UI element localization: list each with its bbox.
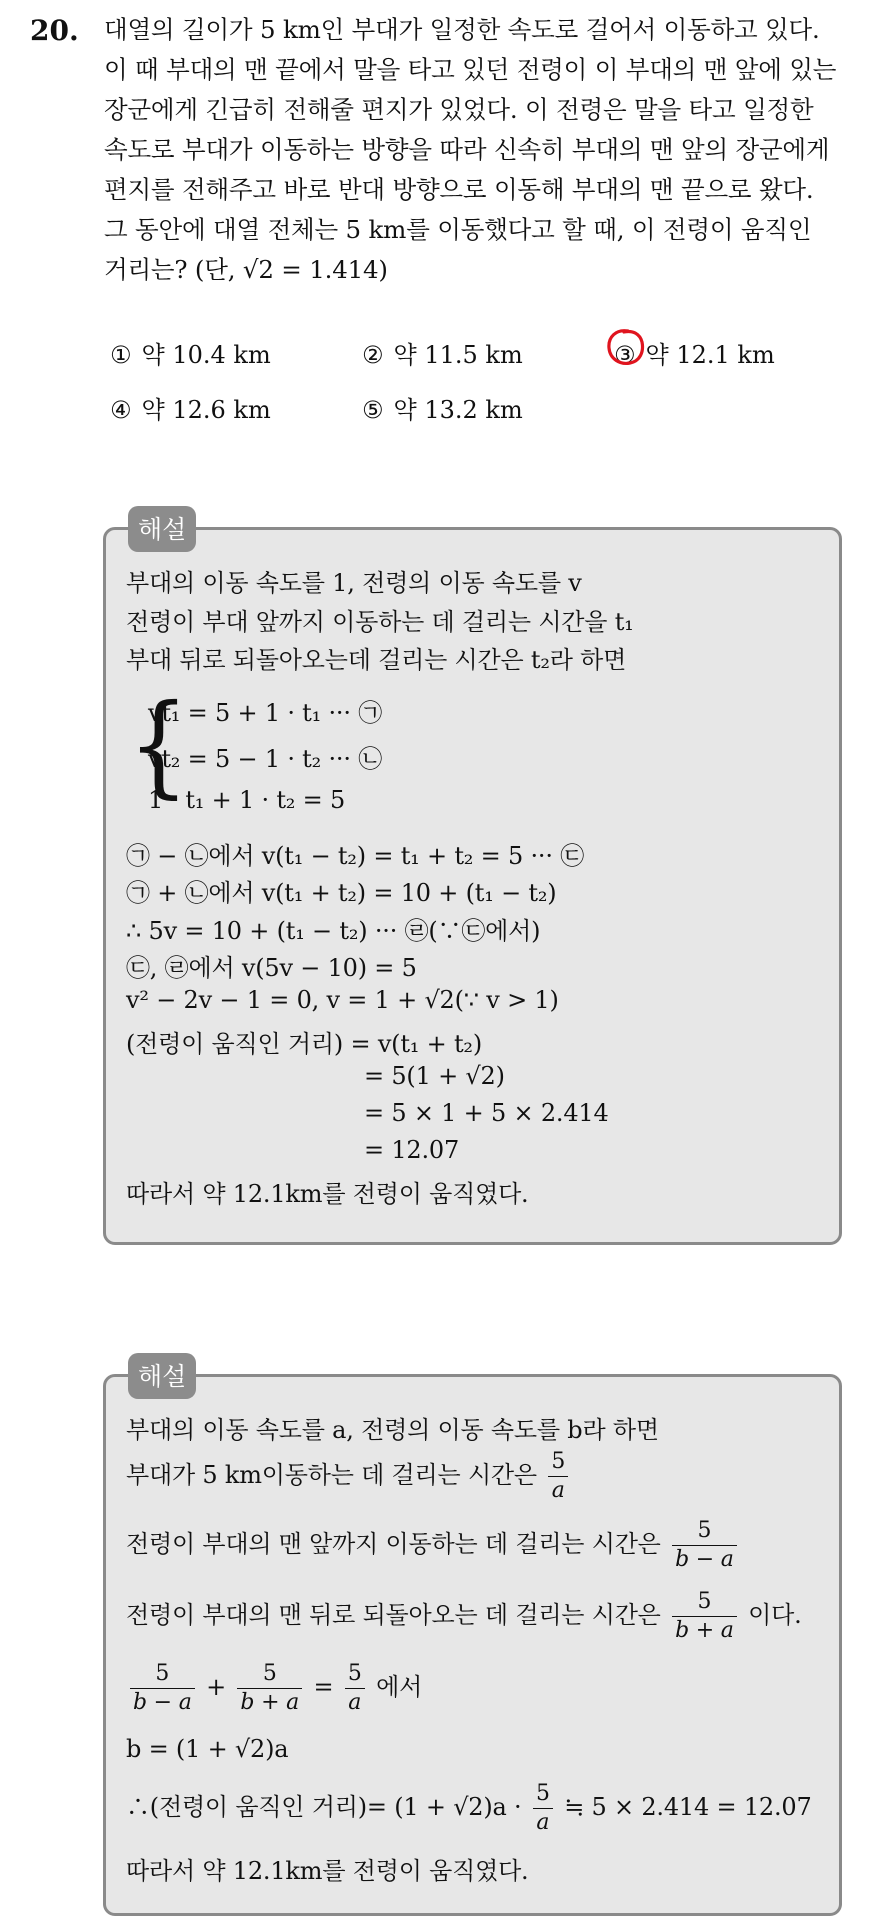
answer-circle-mark	[606, 327, 646, 367]
question-line-5: 편지를 전해주고 바로 반대 방향으로 이동해 부대의 맨 끝으로 왔다.	[104, 175, 814, 204]
denominator: b + a	[675, 1618, 734, 1643]
solution2-line-3-text: 전령이 부대의 맨 앞까지 이동하는 데 걸리는 시간은	[126, 1530, 661, 1558]
choice-1[interactable]	[110, 335, 271, 370]
system-eq-1: vt₁ = 5 + 1 · t₁ ··· ㉠	[148, 699, 382, 727]
question-line-1: 대열의 길이가 5 km인 부대가 일정한 속도로 걸어서 이동하고 있다.	[104, 15, 820, 44]
fraction-rhs	[345, 1660, 365, 1717]
solution2-line-1: 부대의 이동 속도를 a, 전령의 이동 속도를 b라 하면	[126, 1416, 659, 1444]
choice-3-text: 약 12.1 km	[645, 341, 775, 369]
solution1-line-3: 부대 뒤로 되돌아오는데 걸리는 시간은 t₂라 하면	[126, 646, 627, 674]
solution1-line-2: 전령이 부대 앞까지 이동하는 데 걸리는 시간을 t₁	[126, 608, 634, 636]
choice-2-number: ②	[362, 341, 384, 369]
fraction-5-over-a-final	[533, 1780, 553, 1837]
question-line-3: 장군에게 긴급히 전해줄 편지가 있었다. 이 전령은 말을 타고 일정한	[104, 95, 814, 124]
fraction-lhs-1	[130, 1660, 195, 1717]
solution2-line-2	[126, 1448, 572, 1505]
solution2-line-7-result: ≒ 5 × 2.414 = 12.07	[564, 1793, 812, 1821]
choice-5-text: 약 13.2 km	[393, 396, 523, 424]
question-number: 20.	[30, 14, 79, 47]
system-eq-2: vt₂ = 5 − 1 · t₂ ··· ㉡	[148, 745, 382, 773]
solution2-line-3	[126, 1517, 741, 1574]
denominator: b − a	[675, 1547, 734, 1572]
choice-1-number: ①	[110, 341, 132, 369]
choice-4[interactable]	[110, 390, 271, 425]
denominator: a	[551, 1478, 565, 1503]
solution1-line-9: ∴ 5v = 10 + (t₁ − t₂) ··· ㉣(∵㉢에서)	[126, 917, 541, 945]
denominator: b − a	[133, 1690, 192, 1715]
solution2-line-6: b = (1 + √2)a	[126, 1735, 289, 1763]
plus-sign: +	[206, 1673, 226, 1701]
fraction-5-over-a	[548, 1448, 568, 1505]
solution1-line-10: ㉢, ㉣에서 v(5v − 10) = 5	[126, 954, 417, 982]
solution1-line-13: = 5(1 + √2)	[364, 1062, 505, 1090]
choice-2[interactable]	[362, 335, 523, 370]
fraction-5-over-b-minus-a	[672, 1517, 737, 1574]
numerator: 5	[130, 1660, 195, 1689]
fraction-lhs-2	[237, 1660, 302, 1717]
solution2-line-2-text: 부대가 5 km이동하는 데 걸리는 시간은	[126, 1461, 537, 1489]
solution2-conclusion: 따라서 약 12.1km를 전령이 움직였다.	[126, 1857, 529, 1885]
choice-5-number: ⑤	[362, 396, 384, 424]
question-line-6: 그 동안에 대열 전체는 5 km를 이동했다고 할 때, 이 전령이 움직인	[104, 215, 812, 244]
solution2-line-7	[126, 1780, 812, 1837]
numerator: 5	[548, 1448, 568, 1477]
denominator: a	[348, 1690, 362, 1715]
solution1-conclusion: 따라서 약 12.1km를 전령이 움직였다.	[126, 1180, 529, 1208]
numerator: 5	[672, 1517, 737, 1546]
choice-5[interactable]	[362, 390, 523, 425]
solution2-equation	[126, 1660, 422, 1717]
solution1-line-1: 부대의 이동 속도를 1, 전령의 이동 속도를 v	[126, 569, 582, 597]
numerator: 5	[533, 1780, 553, 1809]
solution2-line-7-text: ∴(전령이 움직인 거리)= (1 + √2)a ·	[126, 1793, 522, 1821]
solution1-line-12: (전령이 움직인 거리) = v(t₁ + t₂)	[126, 1030, 483, 1058]
solution2-line-4-suffix: 이다.	[748, 1601, 802, 1629]
solution1-line-11: v² − 2v − 1 = 0, v = 1 + √2(∵ v > 1)	[126, 986, 559, 1014]
solution-tag-1: 해설	[128, 506, 196, 552]
question-line-2: 이 때 부대의 맨 끝에서 말을 타고 있던 전령이 이 부대의 맨 앞에 있는	[104, 55, 837, 84]
equals-sign: =	[313, 1673, 334, 1701]
system-eq-3: 1 · t₁ + 1 · t₂ = 5	[148, 786, 346, 814]
choice-4-text: 약 12.6 km	[141, 396, 271, 424]
choice-3-number: ③	[614, 341, 636, 369]
choice-1-text: 약 10.4 km	[141, 341, 271, 369]
system-brace: {	[128, 680, 190, 810]
solution2-line-4-text: 전령이 부대의 맨 뒤로 되돌아오는 데 걸리는 시간은	[126, 1601, 661, 1629]
numerator: 5	[672, 1588, 737, 1617]
denominator: b + a	[240, 1690, 300, 1715]
choice-2-text: 약 11.5 km	[393, 341, 523, 369]
solution1-line-8: ㉠ + ㉡에서 v(t₁ + t₂) = 10 + (t₁ − t₂)	[126, 879, 557, 907]
solution1-line-14: = 5 × 1 + 5 × 2.414	[364, 1099, 609, 1127]
solution-tag-2: 해설	[128, 1353, 196, 1399]
denominator: a	[536, 1810, 550, 1835]
solution1-line-15: = 12.07	[364, 1136, 460, 1164]
question-line-7: 거리는? (단, √2 = 1.414)	[104, 255, 388, 284]
equation-suffix: 에서	[376, 1673, 423, 1701]
fraction-5-over-b-plus-a	[672, 1588, 737, 1645]
question-line-4: 속도로 부대가 이동하는 방향을 따라 신속히 부대의 맨 앞의 장군에게	[104, 135, 830, 164]
solution2-line-4	[126, 1588, 802, 1645]
solution1-line-7: ㉠ − ㉡에서 v(t₁ − t₂) = t₁ + t₂ = 5 ··· ㉢	[126, 842, 584, 870]
numerator: 5	[345, 1660, 365, 1689]
choice-4-number: ④	[110, 396, 132, 424]
numerator: 5	[237, 1660, 302, 1689]
